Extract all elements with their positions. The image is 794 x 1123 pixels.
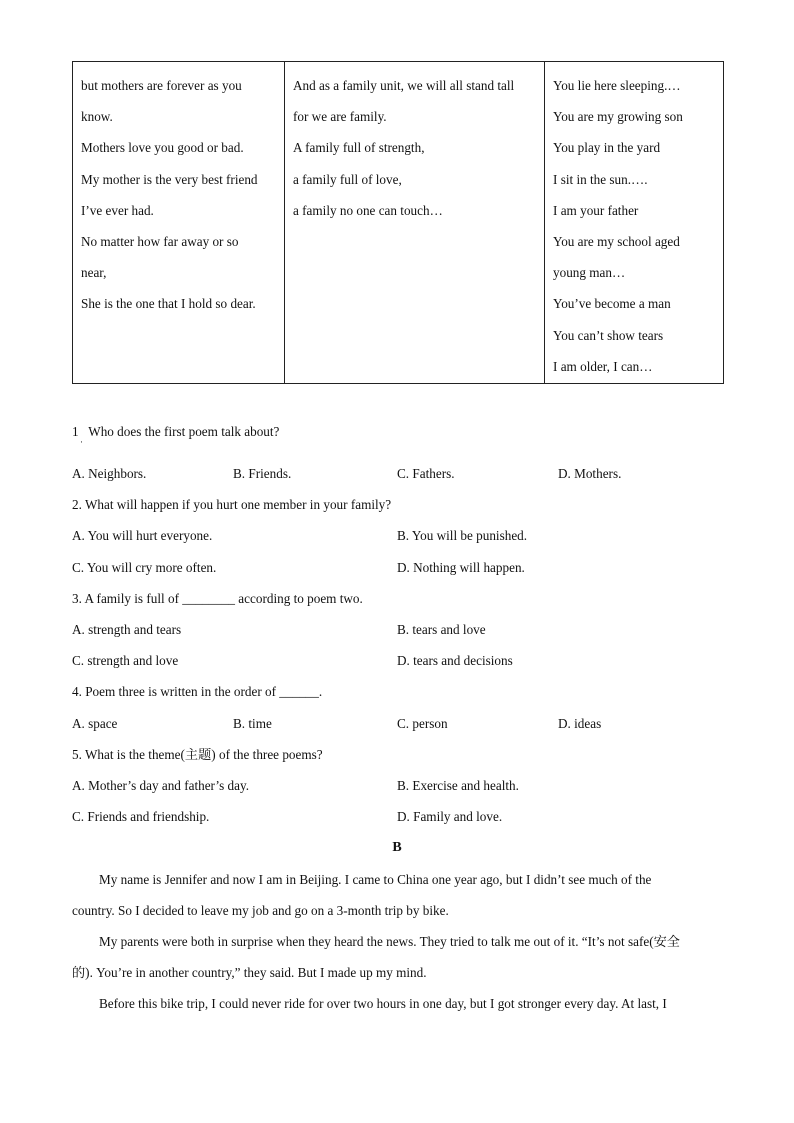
option-a[interactable]: A. You will hurt everyone.: [72, 528, 213, 543]
option-d[interactable]: D. ideas: [558, 716, 602, 731]
poem-line: And as a family unit, we will all stand tall: [293, 78, 515, 93]
passage-line: country. So I decided to leave my job and go on a 3-month trip by bike.: [72, 903, 449, 918]
question-3: [72, 590, 732, 608]
poem-line: Mothers love you good or bad.: [81, 140, 244, 156]
passage-line: 的). You’re in another country,” they said. But I made up my mind.: [72, 965, 427, 980]
poem-line: You are my growing son: [553, 109, 683, 125]
passage-line: Before this bike trip, I could never ride for over two hours in one day, but I got stronger every day. At last, I: [99, 996, 667, 1011]
question-4: [72, 683, 732, 701]
option-c[interactable]: C. You will cry more often.: [72, 560, 217, 575]
option-a[interactable]: A. space: [72, 716, 118, 731]
option-b[interactable]: B. Friends.: [233, 466, 292, 481]
option-d[interactable]: D. Mothers.: [558, 466, 622, 481]
section-b-heading: B: [392, 840, 402, 855]
option-a[interactable]: A. Mother’s day and father’s day.: [72, 778, 250, 793]
poem-line: I am older, I can…: [553, 358, 653, 374]
question-text: Who does the first poem talk about?: [78, 424, 280, 439]
passage-line: My parents were both in surprise when they heard the news. They tried to talk me out of it. “It’s not safe(安全: [99, 934, 680, 949]
question-text: A family is full of ________ according to poem two.: [81, 591, 363, 606]
option-c[interactable]: C. person: [397, 716, 448, 731]
option-a[interactable]: A. Neighbors.: [72, 466, 147, 481]
passage-paragraph-2: [72, 926, 724, 988]
question-number: 2.: [72, 497, 82, 512]
poem-three-cell: [545, 62, 724, 384]
option-b[interactable]: B. time: [233, 716, 272, 731]
poem-line: for we are family.: [293, 109, 387, 125]
poem-line: a family full of love,: [293, 171, 402, 187]
poem-line: You play in the yard: [553, 140, 661, 156]
option-c[interactable]: C. strength and love: [72, 653, 179, 668]
option-c[interactable]: C. Friends and friendship.: [72, 809, 210, 824]
option-c[interactable]: C. Fathers.: [397, 466, 455, 481]
poems-table: [72, 61, 724, 384]
passage-paragraph-3: [72, 988, 724, 1019]
poem-line: My mother is the very best friend: [81, 171, 258, 187]
question-number: 1: [72, 424, 79, 439]
question-text: What will happen if you hurt one member in your family?: [81, 497, 392, 512]
poem-line: You lie here sleeping.…: [553, 78, 681, 93]
poem-line: know.: [81, 109, 113, 125]
question-text: What is the theme(主题) of the three poems?: [81, 747, 323, 762]
poem-line: I’ve ever had.: [81, 202, 154, 218]
poem-line: I am your father: [553, 202, 639, 218]
poem-line: a family no one can touch…: [293, 202, 443, 218]
option-d[interactable]: D. tears and decisions: [397, 653, 513, 668]
option-b[interactable]: B. Exercise and health.: [397, 778, 519, 793]
option-a[interactable]: A. strength and tears: [72, 622, 182, 637]
question-5: [72, 746, 732, 764]
option-b[interactable]: B. You will be punished.: [397, 528, 528, 543]
poem-line: young man…: [553, 265, 626, 281]
poems-row: [73, 62, 724, 384]
poem-line: I sit in the sun.….: [553, 171, 648, 187]
question-text: Poem three is written in the order of ______.: [81, 684, 323, 699]
question-number: 4.: [72, 684, 82, 699]
poem-line: You’ve become a man: [553, 296, 671, 312]
option-d[interactable]: D. Family and love.: [397, 809, 503, 824]
poem-line: near,: [81, 265, 107, 281]
poem-two-cell: [285, 62, 545, 384]
passage-paragraph-1: [72, 864, 724, 926]
stray-dot: ·: [80, 437, 83, 447]
poem-one-cell: [73, 62, 285, 384]
option-b[interactable]: B. tears and love: [397, 622, 486, 637]
poem-line: You are my school aged: [553, 234, 680, 250]
option-d[interactable]: D. Nothing will happen.: [397, 560, 525, 575]
poem-line: No matter how far away or so: [81, 234, 239, 250]
poem-line: A family full of strength,: [293, 140, 425, 156]
passage-line: My name is Jennifer and now I am in Beijing. I came to China one year ago, but I didn’t see much of the: [99, 872, 652, 887]
poem-line: but mothers are forever as you: [81, 78, 242, 93]
poem-line: She is the one that I hold so dear.: [81, 296, 256, 312]
question-2: [72, 496, 732, 514]
poem-line: You can’t show tears: [553, 327, 664, 343]
question-1: [72, 423, 732, 441]
question-number: 3.: [72, 591, 82, 606]
question-number: 5.: [72, 747, 82, 762]
